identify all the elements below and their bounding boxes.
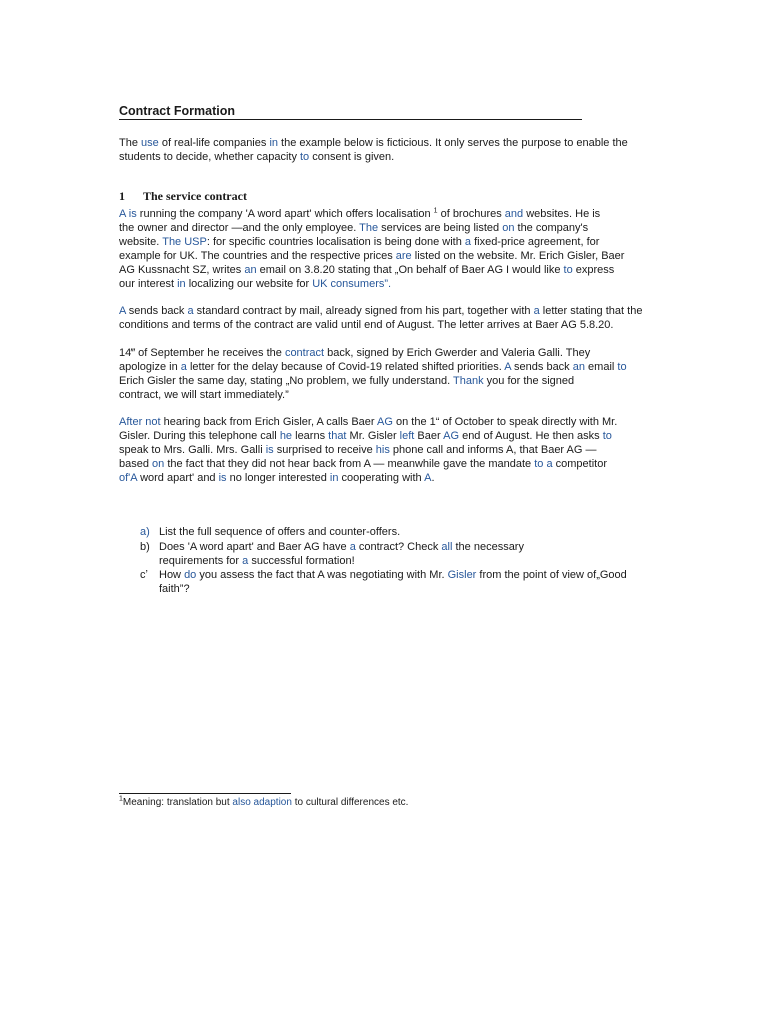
text-line: apologize in a letter for the delay because of Covid-19 related shifted priorities. A sends back an email to	[119, 360, 627, 373]
paragraph-contract-returned	[119, 347, 659, 403]
text-line: 14‴ of September he receives the contract back, signed by Erich Gwerder and Valeria Galli. They	[119, 347, 591, 359]
question-text	[159, 541, 524, 569]
text-line: After not hearing back from Erich Gisler, A calls Baer AG on the 1“ of October to speak directly with Mr.	[119, 416, 618, 428]
question-text	[159, 526, 400, 540]
question-marker: b)	[140, 541, 150, 553]
question-marker: cʼ	[140, 569, 148, 581]
text-line: A is running the company 'A word apart' which offers localisation $^1$ of brochures and websites. He is	[119, 207, 601, 220]
text-line: the owner and director —and the only employee. The services are being listed on the company's	[119, 221, 589, 234]
text-line: List the full sequence of offers and counter-offers.	[159, 526, 401, 538]
question-marker: a)	[140, 526, 150, 538]
question-text	[159, 569, 627, 597]
text-line: AG Kussnacht SZ, writes an email on 3.8.20 stating that „On behalf of Baer AG I would like to express	[119, 263, 615, 276]
text-line: based on the fact that they did not hear back from A — meanwhile gave the mandate to a competitor	[119, 457, 608, 470]
text-line: A sends back a standard contract by mail, already signed from his part, together with a letter stating that the	[119, 305, 643, 317]
intro-paragraph	[119, 137, 659, 165]
text-line: Does 'A word apart' and Baer AG have a contract? Check all the necessary	[159, 541, 524, 553]
text-line: students to decide, whether capacity to consent is given.	[119, 150, 395, 163]
text-line: How do you assess the fact that A was negotiating with Mr. Gisler from the point of view of„Good	[159, 569, 627, 581]
text-line: The use of real-life companies in the example below is ficticious. It only serves the purpose to enable the	[119, 137, 628, 149]
paragraph-contract-sent	[119, 305, 659, 333]
text-line: speak to Mrs. Galli. Mrs. Galli is surprised to receive his phone call and informs A, that Baer AG —	[119, 443, 597, 456]
text-line: example for UK. The countries and the respective prices are listed on the website. Mr. Erich Gisler, Baer	[119, 249, 625, 262]
text-line: requirements for a successful formation!	[159, 554, 355, 567]
text-line: website. The USP: for specific countries localisation is being done with a fixed-price agreement, for	[119, 235, 600, 248]
text-line: faith”?	[159, 582, 190, 595]
text-line: of'A word apart' and is no longer interested in cooperating with A.	[119, 471, 435, 484]
text-line: contract, we will start immediately.”	[119, 388, 289, 401]
text-line: Gisler. During this telephone call he learns that Mr. Gisler left Baer AG end of August. He then asks to	[119, 429, 612, 442]
section-title: The service contract	[143, 189, 247, 203]
text-line: our interest in localizing our website for UK consumers”.	[119, 277, 392, 290]
text-line: conditions and terms of the contract are valid until end of August. The letter arrives at Baer AG 5.8.20.	[119, 318, 614, 331]
paragraph-service-offer	[119, 208, 659, 291]
footnote: $^1$Meaning: translation but also adaption to cultural differences etc.	[119, 795, 409, 808]
section-number: 1	[119, 189, 125, 203]
paragraph-phone-call	[119, 416, 659, 486]
text-line: Erich Gisler the same day, stating „No problem, we fully understand. Thank you for the signed	[119, 374, 575, 387]
document-title: Contract Formation	[119, 104, 582, 120]
footnote-separator	[119, 793, 291, 794]
section-heading	[119, 189, 247, 204]
